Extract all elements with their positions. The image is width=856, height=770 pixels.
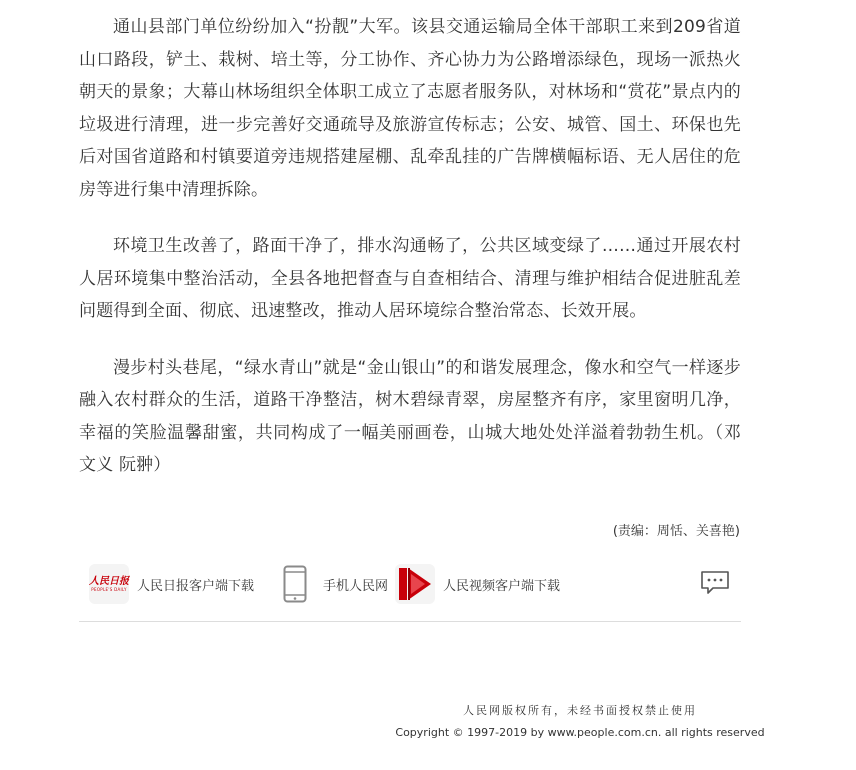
article-paragraph-2: 环境卫生改善了，路面干净了，排水沟通畅了，公共区域变绿了……通过开展农村人居环境集中整治活动，全县各地把督查与自查相结合、清理与维护相结合促进脏乱差问题得到全面、彻底、迅速整改，推动人居环境综合整治常态、长效开展。: [79, 236, 741, 321]
mobile-people-label: 手机人民网: [323, 578, 389, 594]
peoples-daily-app-label: 人民日报客户端下载: [137, 578, 255, 594]
app-download-bar: [79, 560, 741, 608]
article-body: [79, 11, 741, 506]
editor-credit: (责编：周恬、关喜艳): [612, 524, 740, 539]
article-paragraph-1: 通山县部门单位纷纷加入“扮靓”大军。该县交通运输局全体干部职工来到209省道山口路段，铲土、栽树、培土等，分工协作、齐心协力为公路增添绿色，现场一派热火朝天的景象；大幕山林场组织全体职工成立了志愿者服务队，对林场和“赏花”景点内的垃圾进行清理，进一步完善好交通疏导及旅游宣传标志；公安、城管、国土、环保也先后对国省道路和村镇要道旁违规搭建屋棚、乱牵乱挂的广告牌横幅标语、无人居住的危房等进行集中清理拆除。: [79, 17, 741, 200]
peoples-video-app-link[interactable]: [395, 564, 560, 604]
peoples-video-logo: [395, 564, 435, 604]
peoples-video-app-label: 人民视频客户端下载: [443, 578, 561, 594]
mobile-people-link[interactable]: [275, 564, 388, 604]
footer-rights-notice: 人民网版权所有，未经书面授权禁止使用: [463, 704, 697, 717]
peoples-daily-app-link[interactable]: [89, 564, 254, 604]
section-divider: [79, 621, 741, 622]
footer-copyright: Copyright © 1997-2019 by www.people.com.cn. all rights reserved: [395, 726, 765, 739]
comment-icon[interactable]: [699, 566, 731, 598]
article-paragraph-3: 漫步村头巷尾，“绿水青山”就是“金山银山”的和谐发展理念，像水和空气一样逐步融入农村群众的生活，道路干净整洁，树木碧绿青翠，房屋整齐有序，家里窗明几净，幸福的笑脸温馨甜蜜，共同构成了一幅美丽画卷，山城大地处处洋溢着勃勃生机。（邓文义 阮翀）: [79, 357, 741, 475]
peoples-daily-logo: [89, 564, 129, 604]
peoples-daily-logo-subtext: PEOPLE'S DAILY: [91, 586, 127, 592]
peoples-daily-logo-text: 人民日报: [89, 575, 129, 587]
mobile-phone-icon: [275, 564, 315, 604]
